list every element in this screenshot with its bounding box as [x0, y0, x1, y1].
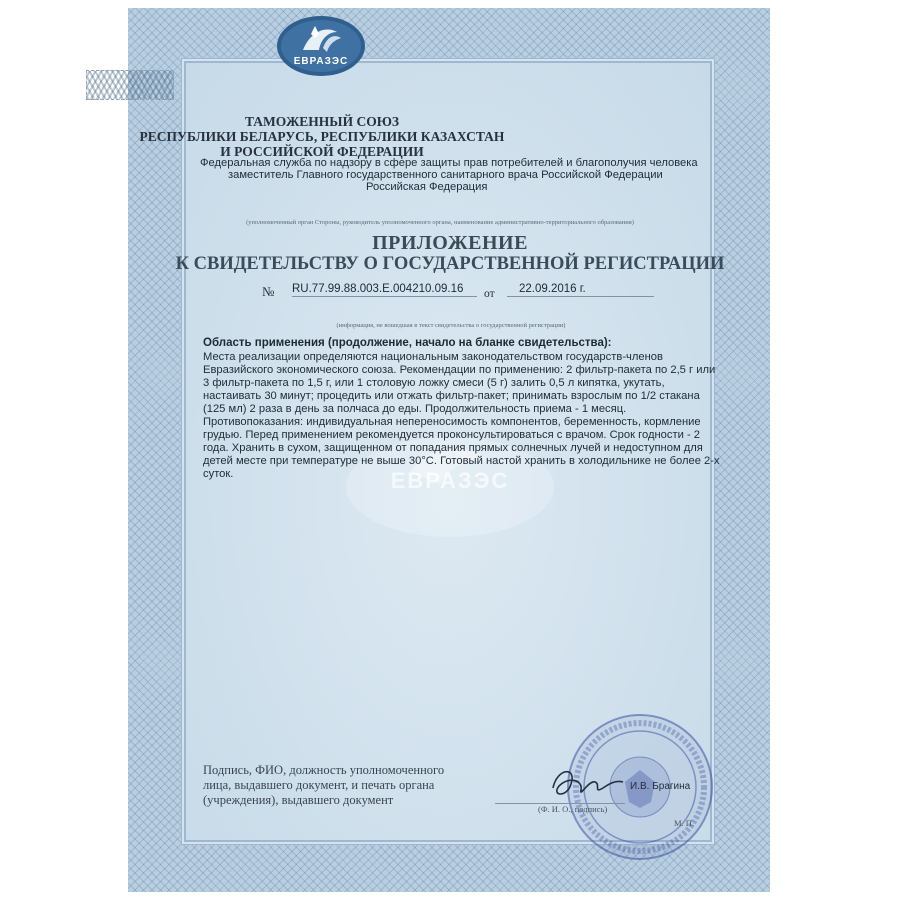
scope-line: Противопоказания: индивидуальная непереносимость компонентов, беременность, кормление	[203, 416, 701, 428]
scope-line: 3 фильтр-пакета по 1,5 г, или 1 столовую ложку смеси (5 г) залить 0,5 л кипятка, укутать,	[203, 377, 665, 389]
authority-line-2: заместитель Главного государственного санитарного врача Российской Федерации	[228, 169, 663, 181]
caption-line: лица, выдавшего документ, и печать органа	[203, 778, 435, 792]
authority-line-1: Федеральная служба по надзору в сфере защиты прав потребителей и благополучия человека	[200, 157, 698, 169]
signature-caption	[203, 763, 493, 808]
scope-line: настаивать 30 минут; процедить или отжать фильтр-пакет; принимать взрослым по 1/2 стакана	[203, 390, 700, 402]
scope-heading: Область применения (продолжение, начало на бланке свидетельства):	[203, 337, 612, 349]
form-serial-stamp	[86, 70, 174, 100]
eurasec-emblem-icon	[275, 12, 367, 78]
handwritten-signature	[543, 758, 633, 808]
authority-note: (уполномоченный орган Стороны, руководитель уполномоченного органа, наименование административно-территориального образования)	[246, 219, 634, 226]
authority-line-3: Российская Федерация	[366, 181, 488, 193]
registration-number: RU.77.99.88.003.E.004210.09.16	[292, 283, 477, 297]
info-note: (информация, не вошедшая в текст свидетельства о государственной регистрации)	[336, 322, 566, 329]
date-from-label: от	[484, 288, 495, 300]
caption-line: Подпись, ФИО, должность уполномоченного	[203, 763, 445, 777]
appendix-subtitle: К СВИДЕТЕЛЬСТВУ О ГОСУДАРСТВЕННОЙ РЕГИСТРАЦИИ	[175, 254, 725, 274]
logo-text: ЕВРАЗЭС	[293, 56, 349, 67]
number-label: №	[262, 284, 275, 299]
seal-place-label: М. П.	[674, 818, 695, 828]
header-line-1: ТАМОЖЕННЫЙ СОЮЗ	[244, 114, 400, 129]
scope-line: детей месте при температуре не выше 30°С. Готовый настой хранить в холодильнике не более 2-х	[203, 455, 720, 467]
eurasec-logo	[275, 12, 367, 78]
registration-date: 22.09.2016 г.	[507, 283, 654, 297]
scope-line: Места реализации определяются национальным законодательством государств-членов	[203, 351, 663, 363]
watermark-text: ЕВРАЗЭС	[390, 468, 510, 493]
scope-line: года. Хранить в сухом, защищенном от попадания прямых солнечных лучей и недоступном для	[203, 442, 703, 454]
header-line-3: И РОССИЙСКОЙ ФЕДЕРАЦИИ	[220, 144, 424, 159]
scope-line: Евразийского экономического союза. Рекомендации по применению: 2 фильтр-пакета по 2,5 г или	[203, 364, 716, 376]
appendix-title: ПРИЛОЖЕНИЕ	[372, 232, 528, 254]
scope-line: (125 мл) 2 раза в день за полчаса до еды. Продолжительность приема - 1 месяц.	[203, 403, 627, 415]
caption-line: (учреждения), выдавшего документ	[203, 793, 394, 807]
scope-line: грудью. Перед применением рекомендуется проконсультироваться с врачом. Срок годности - 2	[203, 429, 700, 441]
scope-line: суток.	[203, 468, 234, 480]
signer-name: И.В. Брагина	[630, 781, 691, 792]
fio-note: (Ф. И. О., подпись)	[538, 804, 608, 814]
header-line-2: РЕСПУБЛИКИ БЕЛАРУСЬ, РЕСПУБЛИКИ КАЗАХСТАН	[139, 129, 505, 144]
